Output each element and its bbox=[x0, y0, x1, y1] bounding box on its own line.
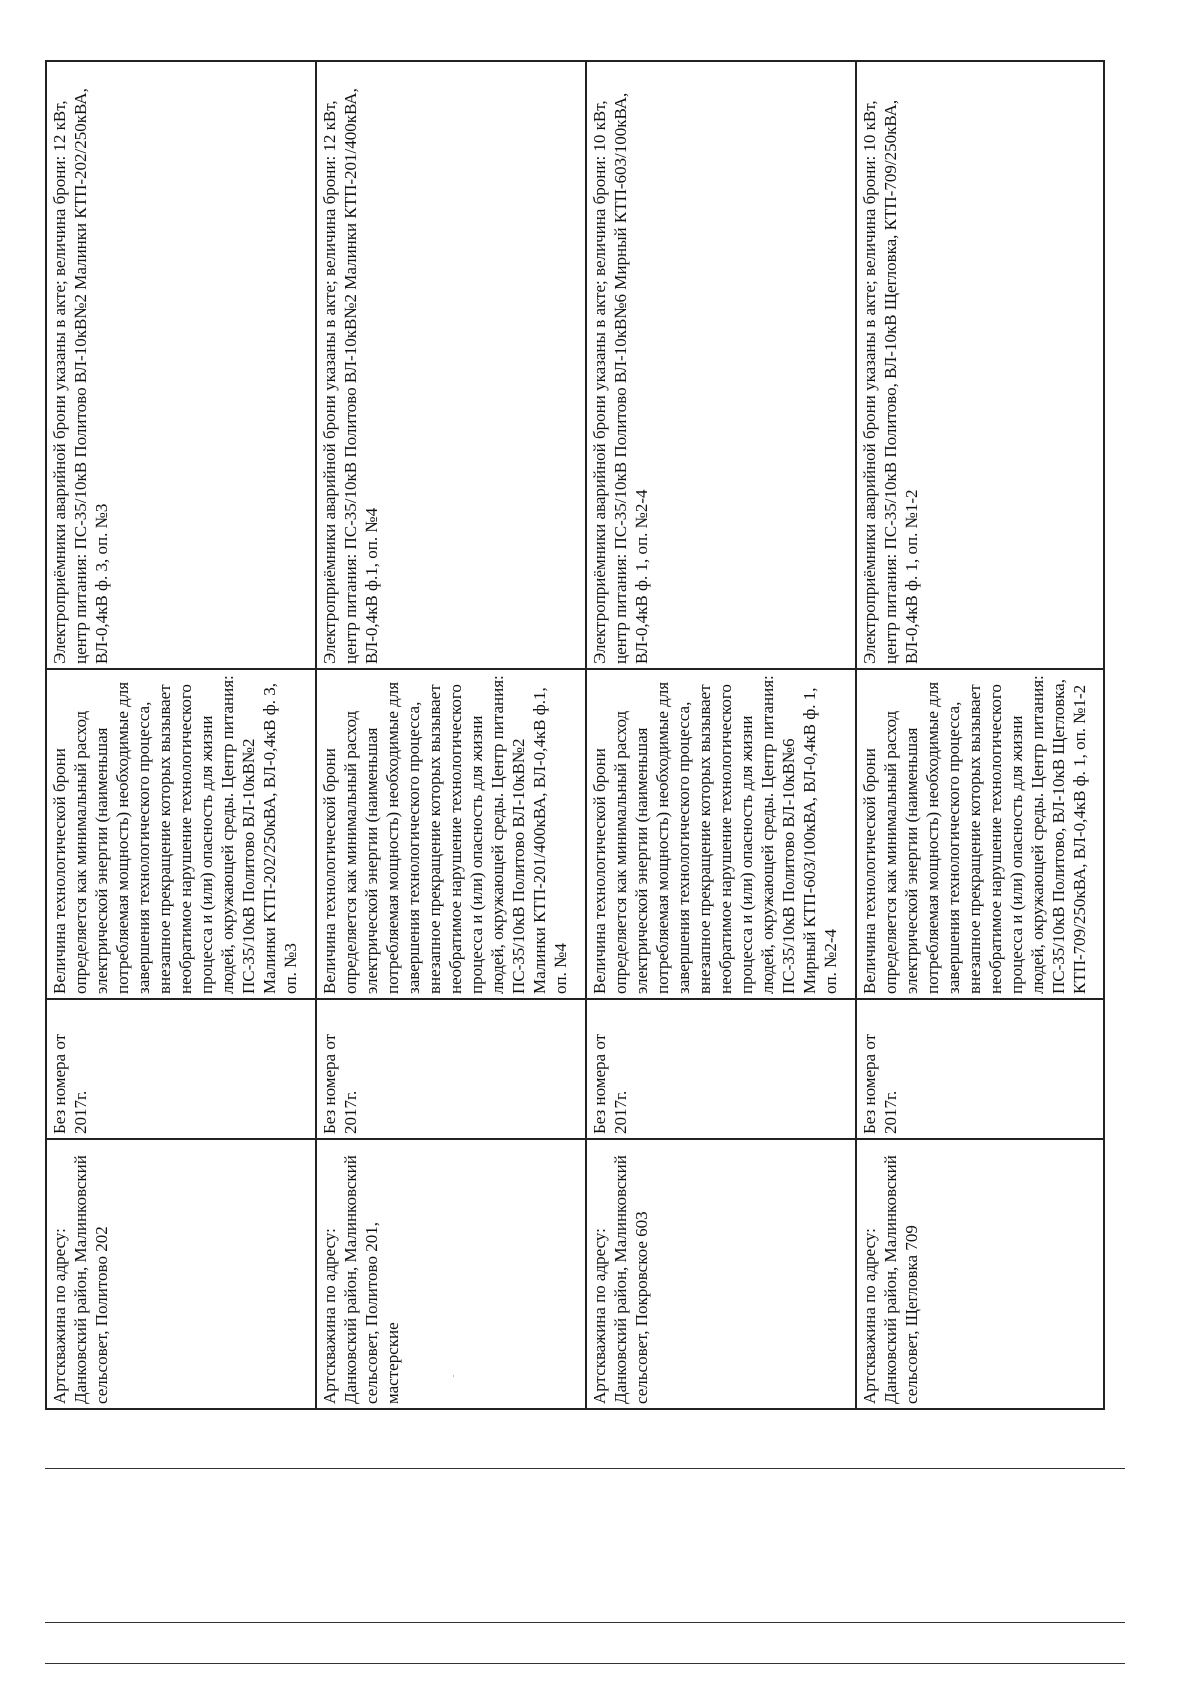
tech-reserve-cell: Величина технологической брони определяется как минимальный расход электрической энергии (наименьшая потребляемая мощность) необходимые для завершения технологического процесса, внезапное прекращение которых вызывает необратимое нарушение технологического процесса и (или) опасность для жизни людей, окружающей среды. Центр питания: ПС-35/10кВ Политово ВЛ-10кВ№6 Мирный КТП-603/100кВА, ВЛ-0,4кВ ф. 1, оп. №2-4 bbox=[586, 669, 856, 999]
emergency-reserve-cell: Электроприёмники аварийной брони указаны в акте; величина брони: 10 кВт, центр питания: ПС-35/10кВ Политово, ВЛ-10кВ Щегловка, КТП-709/250кВА, ВЛ-0,4кВ ф. 1, оп. №1-2 bbox=[856, 61, 1104, 669]
table-row bbox=[856, 61, 1104, 1409]
object-cell: Артскважина по адресу: Данковский район, Малинковский сельсовет, Политово 202 bbox=[46, 1139, 316, 1409]
tech-reserve-cell: Величина технологической брони определяется как минимальный расход электрической энергии (наименьшая потребляемая мощность) необходимые для завершения технологического процесса, внезапное прекращение которых вызывает необратимое нарушение технологического процесса и (или) опасность для жизни людей, окружающей среды. Центр питания: ПС-35/10кВ Политово, ВЛ-10кВ Щегловка, КТП-709/250кВА, ВЛ-0,4кВ ф. 1, оп. №1-2 bbox=[856, 669, 1104, 999]
object-cell: Артскважина по адресу: Данковский район, Малинковский сельсовет, Политово 201, мастерские bbox=[316, 1139, 586, 1409]
reservation-table bbox=[45, 60, 1105, 1410]
table-row bbox=[46, 61, 316, 1409]
object-cell: Артскважина по адресу: Данковский район, Малинковский сельсовет, Щегловка 709 bbox=[856, 1139, 1104, 1409]
act-cell: Без номера от 2017г. bbox=[316, 999, 586, 1139]
object-cell: Артскважина по адресу: Данковский район, Малинковский сельсовет, Покровское 603 bbox=[586, 1139, 856, 1409]
emergency-reserve-cell: Электроприёмники аварийной брони указаны в акте; величина брони: 10 кВт, центр питания: ПС-35/10кВ Политово ВЛ-10кВ№6 Мирный КТП-603/100кВА, ВЛ-0,4кВ ф. 1, оп. №2-4 bbox=[586, 61, 856, 669]
divider-line bbox=[45, 1663, 1125, 1664]
tech-reserve-cell: Величина технологической брони определяется как минимальный расход электрической энергии (наименьшая потребляемая мощность) необходимые для завершения технологического процесса, внезапное прекращение которых вызывает необратимое нарушение технологического процесса и (или) опасность для жизни людей, окружающей среды. Центр питания: ПС-35/10кВ Политово ВЛ-10кВ№2 Малинки КТП-202/250кВА, ВЛ-0,4кВ ф. 3, оп. №3 bbox=[46, 669, 316, 999]
emergency-reserve-cell: Электроприёмники аварийной брони указаны в акте; величина брони: 12 кВт, центр питания: ПС-35/10кВ Политово ВЛ-10кВ№2 Малинки КТП-202/250кВА, ВЛ-0,4кВ ф. 3, оп. №3 bbox=[46, 61, 316, 669]
emergency-reserve-cell: Электроприёмники аварийной брони указаны в акте; величина брони: 12 кВт, центр питания: ПС-35/10кВ Политово ВЛ-10кВ№2 Малинки КТП-201/400кВА, ВЛ-0,4кВ ф.1, оп. №4 bbox=[316, 61, 586, 669]
divider-line bbox=[45, 1622, 1125, 1623]
act-cell: Без номера от 2017г. bbox=[856, 999, 1104, 1139]
act-cell: Без номера от 2017г. bbox=[46, 999, 316, 1139]
divider-line bbox=[45, 1468, 1125, 1469]
table-row bbox=[316, 61, 586, 1409]
scan-speck bbox=[453, 1375, 454, 1377]
act-cell: Без номера от 2017г. bbox=[586, 999, 856, 1139]
tech-reserve-cell: Величина технологической брони определяется как минимальный расход электрической энергии (наименьшая потребляемая мощность) необходимые для завершения технологического процесса, внезапное прекращение которых вызывает необратимое нарушение технологического процесса и (или) опасность для жизни людей, окружающей среды. Центр питания: ПС-35/10кВ Политово ВЛ-10кВ№2 Малинки КТП-201/400кВА, ВЛ-0,4кВ ф.1, оп. №4 bbox=[316, 669, 586, 999]
table-row bbox=[586, 61, 856, 1409]
